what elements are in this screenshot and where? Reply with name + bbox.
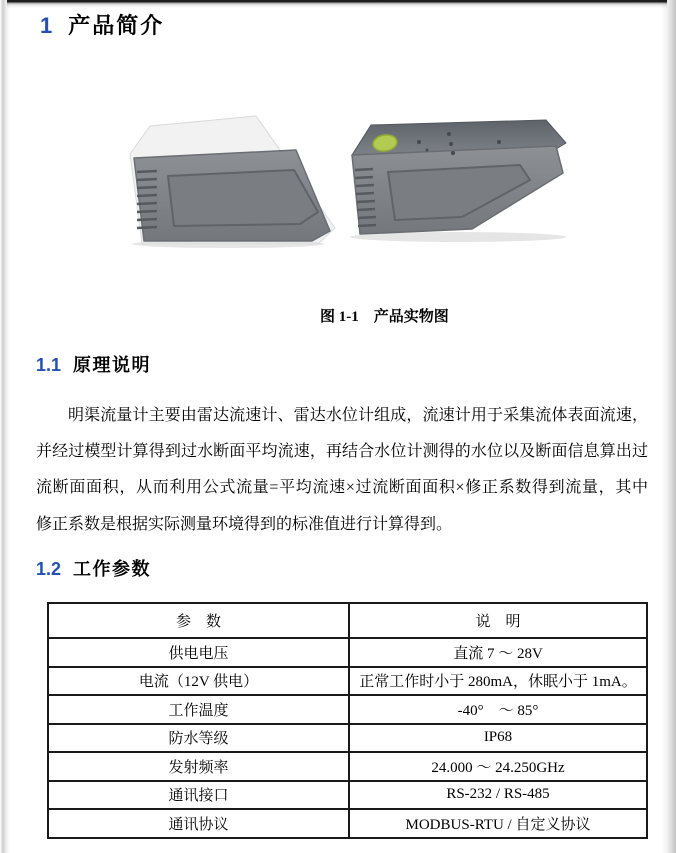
table-row <box>48 809 647 838</box>
heading-number: 1.1 <box>36 355 62 375</box>
param-desc-cell: 24.000 ～ 24.250GHz <box>349 752 647 781</box>
page-right-edge <box>661 0 676 853</box>
heading-number: 1 <box>40 13 53 38</box>
param-name-cell: 防水等级 <box>48 724 349 753</box>
col-header-desc: 说 明 <box>349 603 647 638</box>
paragraph-line: 流断面面积，从而利用公式流量=平均流速×过流断面面积×修正系数得到流量，其中 <box>36 479 648 497</box>
figure-caption: 图 1-1 产品实物图 <box>320 309 449 325</box>
table-row <box>48 781 647 810</box>
heading-working-params <box>36 555 151 581</box>
param-desc-cell: RS-232 / RS-485 <box>349 781 647 810</box>
table-row <box>48 752 647 781</box>
param-desc-cell: IP68 <box>349 724 647 753</box>
device-side-view-photo <box>130 116 335 243</box>
param-desc-cell: 直流 7 ～ 28V <box>349 638 647 667</box>
param-desc-cell: -40° ～ 85° <box>349 695 647 724</box>
table-row <box>48 638 647 667</box>
working-params-table <box>47 602 648 839</box>
device-top-view-photo <box>352 120 566 234</box>
heading-principle <box>36 351 151 377</box>
page-top-edge <box>7 0 667 8</box>
table-row <box>48 695 647 724</box>
param-desc-cell: MODBUS-RTU / 自定义协议 <box>349 809 647 838</box>
paragraph-line: 并经过模型计算得到过水断面平均流速，再结合水位计测得的水位以及断面信息算出过 <box>36 443 648 461</box>
param-name-cell: 工作温度 <box>48 695 349 724</box>
heading-title: 工作参数 <box>73 559 152 579</box>
table-row <box>48 667 647 696</box>
param-name-cell: 通讯协议 <box>48 809 349 838</box>
product-photos-figure <box>106 112 576 252</box>
param-name-cell: 供电电压 <box>48 638 349 667</box>
heading-title: 产品简介 <box>68 13 165 38</box>
param-name-cell: 发射频率 <box>48 752 349 781</box>
page-left-edge <box>0 0 10 853</box>
param-name-cell: 通讯接口 <box>48 781 349 810</box>
param-name-cell: 电流（12V 供电） <box>48 667 349 696</box>
product-photo-illustration <box>106 112 576 252</box>
heading-title: 原理说明 <box>73 355 152 375</box>
heading-product-intro <box>40 9 164 40</box>
paragraph-line: 修正系数是根据实际测量环境得到的标准值进行计算得到。 <box>36 515 453 533</box>
param-desc-cell: 正常工作时小于 280mA，休眠小于 1mA。 <box>349 667 647 696</box>
heading-number: 1.2 <box>36 559 62 579</box>
table-header-row <box>48 603 647 638</box>
paragraph-line: 明渠流量计主要由雷达流速计、雷达水位计组成，流速计用于采集流体表面流速， <box>68 407 648 424</box>
principle-paragraph <box>36 398 648 543</box>
table-row <box>48 724 647 753</box>
col-header-param: 参 数 <box>48 603 349 638</box>
